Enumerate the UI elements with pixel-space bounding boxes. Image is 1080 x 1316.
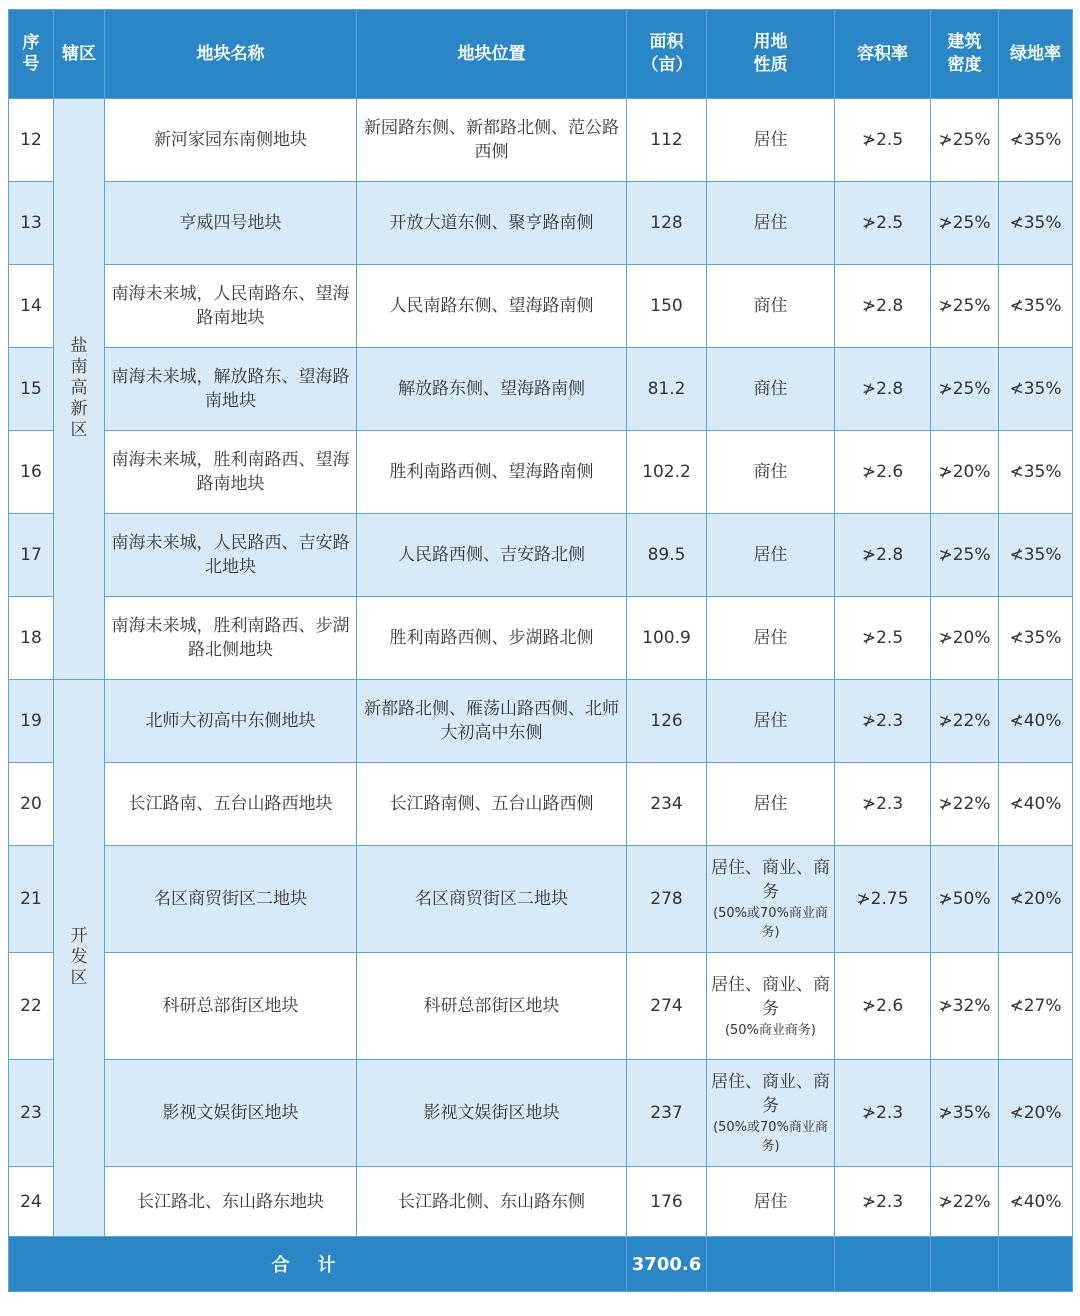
table-row bbox=[9, 680, 1073, 763]
header-green: 绿地率 bbox=[999, 10, 1073, 99]
table-row bbox=[9, 1167, 1073, 1237]
total-label: 合计 bbox=[9, 1237, 627, 1292]
total-area: 3700.6 bbox=[627, 1237, 707, 1292]
cell-far: ≯2.8 bbox=[835, 265, 931, 348]
cell-green: ≮40% bbox=[999, 680, 1073, 763]
table-row bbox=[9, 431, 1073, 514]
cell-green: ≮35% bbox=[999, 431, 1073, 514]
cell-area: 234 bbox=[627, 763, 707, 846]
cell-location: 胜利南路西侧、望海路南侧 bbox=[357, 431, 627, 514]
cell-seq: 12 bbox=[9, 99, 54, 182]
cell-use: 居住 bbox=[707, 99, 835, 182]
cell-green: ≮35% bbox=[999, 348, 1073, 431]
cell-name: 南海未来城，人民南路东、望海路南地块 bbox=[105, 265, 357, 348]
cell-seq: 19 bbox=[9, 680, 54, 763]
cell-far: ≯2.3 bbox=[835, 763, 931, 846]
cell-location: 影视文娱街区地块 bbox=[357, 1060, 627, 1167]
cell-location: 科研总部街区地块 bbox=[357, 953, 627, 1060]
cell-far: ≯2.5 bbox=[835, 99, 931, 182]
cell-density: ≯20% bbox=[931, 597, 999, 680]
cell-use: 居住、商业、商务 (50%商业商务) bbox=[707, 953, 835, 1060]
cell-density: ≯25% bbox=[931, 182, 999, 265]
cell-area: 128 bbox=[627, 182, 707, 265]
cell-far: ≯2.8 bbox=[835, 348, 931, 431]
cell-green: ≮20% bbox=[999, 846, 1073, 953]
header-area: 面积（亩） bbox=[627, 10, 707, 99]
cell-area: 81.2 bbox=[627, 348, 707, 431]
cell-density: ≯20% bbox=[931, 431, 999, 514]
cell-location: 长江路北侧、东山路东侧 bbox=[357, 1167, 627, 1237]
cell-density: ≯25% bbox=[931, 514, 999, 597]
cell-district-yannan: 盐南高新区 bbox=[54, 99, 105, 680]
cell-use: 居住 bbox=[707, 680, 835, 763]
cell-use: 居住、商业、商务 (50%或70%商业商务) bbox=[707, 846, 835, 953]
cell-location: 人民路西侧、吉安路北侧 bbox=[357, 514, 627, 597]
cell-green: ≮20% bbox=[999, 1060, 1073, 1167]
cell-name: 长江路北、东山路东地块 bbox=[105, 1167, 357, 1237]
cell-location: 新都路北侧、雁荡山路西侧、北师大初高中东侧 bbox=[357, 680, 627, 763]
land-parcel-table-container bbox=[8, 9, 1072, 1292]
cell-location: 开放大道东侧、聚亨路南侧 bbox=[357, 182, 627, 265]
cell-name: 南海未来城，胜利南路西、望海路南地块 bbox=[105, 431, 357, 514]
cell-location: 名区商贸街区二地块 bbox=[357, 846, 627, 953]
cell-name: 新河家园东南侧地块 bbox=[105, 99, 357, 182]
cell-green: ≮35% bbox=[999, 514, 1073, 597]
cell-location: 人民南路东侧、望海路南侧 bbox=[357, 265, 627, 348]
cell-seq: 23 bbox=[9, 1060, 54, 1167]
table-row bbox=[9, 182, 1073, 265]
cell-far: ≯2.5 bbox=[835, 597, 931, 680]
cell-density: ≯22% bbox=[931, 1167, 999, 1237]
cell-seq: 16 bbox=[9, 431, 54, 514]
cell-area: 89.5 bbox=[627, 514, 707, 597]
cell-use: 居住 bbox=[707, 763, 835, 846]
header-location: 地块位置 bbox=[357, 10, 627, 99]
cell-area: 274 bbox=[627, 953, 707, 1060]
cell-name: 影视文娱街区地块 bbox=[105, 1060, 357, 1167]
cell-far: ≯2.6 bbox=[835, 953, 931, 1060]
cell-far: ≯2.3 bbox=[835, 1167, 931, 1237]
cell-name: 南海未来城，解放路东、望海路南地块 bbox=[105, 348, 357, 431]
total-empty-green bbox=[999, 1237, 1073, 1292]
cell-area: 237 bbox=[627, 1060, 707, 1167]
total-empty-density bbox=[931, 1237, 999, 1292]
cell-density: ≯25% bbox=[931, 99, 999, 182]
cell-seq: 15 bbox=[9, 348, 54, 431]
header-density: 建筑密度 bbox=[931, 10, 999, 99]
header-use: 用地性质 bbox=[707, 10, 835, 99]
cell-use: 商住 bbox=[707, 431, 835, 514]
total-row bbox=[9, 1237, 1073, 1292]
cell-name: 北师大初高中东侧地块 bbox=[105, 680, 357, 763]
cell-green: ≮35% bbox=[999, 597, 1073, 680]
cell-green: ≮35% bbox=[999, 99, 1073, 182]
total-empty-far bbox=[835, 1237, 931, 1292]
table-row bbox=[9, 597, 1073, 680]
table-row bbox=[9, 846, 1073, 953]
cell-green: ≮27% bbox=[999, 953, 1073, 1060]
cell-area: 100.9 bbox=[627, 597, 707, 680]
cell-use: 商住 bbox=[707, 348, 835, 431]
cell-far: ≯2.6 bbox=[835, 431, 931, 514]
table-row bbox=[9, 99, 1073, 182]
cell-density: ≯32% bbox=[931, 953, 999, 1060]
table-row bbox=[9, 265, 1073, 348]
cell-location: 长江路南侧、五台山路西侧 bbox=[357, 763, 627, 846]
total-empty-use bbox=[707, 1237, 835, 1292]
cell-seq: 22 bbox=[9, 953, 54, 1060]
cell-area: 278 bbox=[627, 846, 707, 953]
cell-use: 居住 bbox=[707, 514, 835, 597]
cell-use: 居住 bbox=[707, 597, 835, 680]
cell-density: ≯25% bbox=[931, 348, 999, 431]
cell-seq: 24 bbox=[9, 1167, 54, 1237]
cell-area: 150 bbox=[627, 265, 707, 348]
cell-density: ≯50% bbox=[931, 846, 999, 953]
cell-area: 126 bbox=[627, 680, 707, 763]
cell-location: 解放路东侧、望海路南侧 bbox=[357, 348, 627, 431]
cell-area: 102.2 bbox=[627, 431, 707, 514]
cell-location: 新园路东侧、新都路北侧、范公路西侧 bbox=[357, 99, 627, 182]
cell-seq: 20 bbox=[9, 763, 54, 846]
header-far: 容积率 bbox=[835, 10, 931, 99]
cell-use: 商住 bbox=[707, 265, 835, 348]
cell-seq: 14 bbox=[9, 265, 54, 348]
cell-green: ≮35% bbox=[999, 265, 1073, 348]
table-row bbox=[9, 763, 1073, 846]
cell-green: ≮40% bbox=[999, 1167, 1073, 1237]
cell-area: 112 bbox=[627, 99, 707, 182]
cell-use: 居住、商业、商务 (50%或70%商业商务) bbox=[707, 1060, 835, 1167]
cell-seq: 21 bbox=[9, 846, 54, 953]
cell-density: ≯35% bbox=[931, 1060, 999, 1167]
cell-name: 南海未来城，人民路西、吉安路北地块 bbox=[105, 514, 357, 597]
cell-use: 居住 bbox=[707, 182, 835, 265]
cell-use: 居住 bbox=[707, 1167, 835, 1237]
cell-district-kaifa: 开发区 bbox=[54, 680, 105, 1237]
cell-far: ≯2.3 bbox=[835, 1060, 931, 1167]
cell-name: 南海未来城，胜利南路西、步湖路北侧地块 bbox=[105, 597, 357, 680]
cell-area: 176 bbox=[627, 1167, 707, 1237]
header-row bbox=[9, 10, 1073, 99]
cell-seq: 18 bbox=[9, 597, 54, 680]
cell-name: 科研总部街区地块 bbox=[105, 953, 357, 1060]
header-name: 地块名称 bbox=[105, 10, 357, 99]
table-row bbox=[9, 514, 1073, 597]
cell-location: 胜利南路西侧、步湖路北侧 bbox=[357, 597, 627, 680]
cell-name: 长江路南、五台山路西地块 bbox=[105, 763, 357, 846]
table-row bbox=[9, 348, 1073, 431]
table-row bbox=[9, 1060, 1073, 1167]
cell-green: ≮35% bbox=[999, 182, 1073, 265]
cell-density: ≯25% bbox=[931, 265, 999, 348]
header-seq: 序号 bbox=[9, 10, 54, 99]
cell-far: ≯2.75 bbox=[835, 846, 931, 953]
cell-seq: 13 bbox=[9, 182, 54, 265]
table-row bbox=[9, 953, 1073, 1060]
cell-name: 名区商贸街区二地块 bbox=[105, 846, 357, 953]
cell-seq: 17 bbox=[9, 514, 54, 597]
cell-green: ≮40% bbox=[999, 763, 1073, 846]
cell-far: ≯2.8 bbox=[835, 514, 931, 597]
land-parcel-table bbox=[8, 9, 1073, 1292]
cell-name: 亨威四号地块 bbox=[105, 182, 357, 265]
header-district: 辖区 bbox=[54, 10, 105, 99]
cell-far: ≯2.5 bbox=[835, 182, 931, 265]
cell-far: ≯2.3 bbox=[835, 680, 931, 763]
cell-density: ≯22% bbox=[931, 763, 999, 846]
cell-density: ≯22% bbox=[931, 680, 999, 763]
